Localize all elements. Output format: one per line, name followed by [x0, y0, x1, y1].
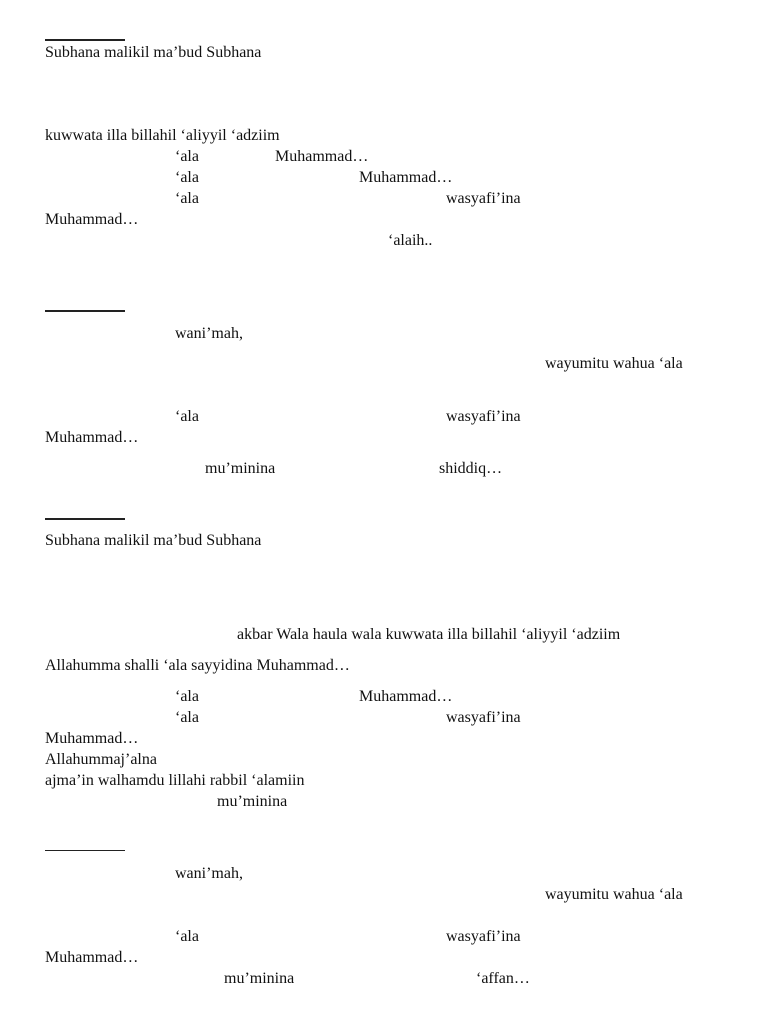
s1-line3a: ‘ala	[175, 148, 199, 165]
s4-line1: wani’mah,	[175, 865, 243, 882]
s3-line7: Allahummaj’alna	[45, 751, 157, 768]
s4-line5b: ‘affan…	[476, 970, 530, 987]
s3-line4a: ‘ala	[175, 688, 199, 705]
s1-line2: kuwwata illa billahil ‘aliyyil ‘adziim	[45, 127, 280, 144]
section-divider-2	[45, 310, 125, 312]
section-divider-3	[45, 518, 125, 520]
s2-line3b: wasyafi’ina	[446, 408, 521, 425]
s3-line4b: Muhammad…	[359, 688, 453, 705]
s1-line5b: wasyafi’ina	[446, 190, 521, 207]
s1-line7: ‘alaih..	[388, 232, 433, 249]
s2-line3a: ‘ala	[175, 408, 199, 425]
s2-line5a: mu’minina	[205, 460, 276, 477]
s1-line3b: Muhammad…	[275, 148, 369, 165]
s2-line2: wayumitu wahua ‘ala	[545, 355, 683, 372]
section-divider-1	[45, 39, 125, 41]
s1-line4b: Muhammad…	[359, 169, 453, 186]
s3-line5a: ‘ala	[175, 709, 199, 726]
s3-line1: Subhana malikil ma’bud Subhana	[45, 532, 262, 549]
s3-line3: Allahumma shalli ‘ala sayyidina Muhammad…	[45, 657, 350, 674]
section-divider-4	[45, 850, 125, 851]
s2-line1: wani’mah,	[175, 325, 243, 342]
s1-line5a: ‘ala	[175, 190, 199, 207]
s3-line6: Muhammad…	[45, 730, 139, 747]
s1-line4a: ‘ala	[175, 169, 199, 186]
s2-line4: Muhammad…	[45, 429, 139, 446]
s3-line9: mu’minina	[217, 793, 288, 810]
s2-line5b: shiddiq…	[439, 460, 503, 477]
s3-line2: akbar Wala haula wala kuwwata illa billahil ‘aliyyil ‘adziim	[237, 626, 621, 643]
s4-line2: wayumitu wahua ‘ala	[545, 886, 683, 903]
s4-line5a: mu’minina	[224, 970, 295, 987]
s1-line6: Muhammad…	[45, 211, 139, 228]
s3-line5b: wasyafi’ina	[446, 709, 521, 726]
s4-line4: Muhammad…	[45, 949, 139, 966]
s4-line3b: wasyafi’ina	[446, 928, 521, 945]
s1-line1: Subhana malikil ma’bud Subhana	[45, 44, 262, 61]
s3-line8: ajma’in walhamdu lillahi rabbil ‘alamiin	[45, 772, 305, 789]
s4-line3a: ‘ala	[175, 928, 199, 945]
